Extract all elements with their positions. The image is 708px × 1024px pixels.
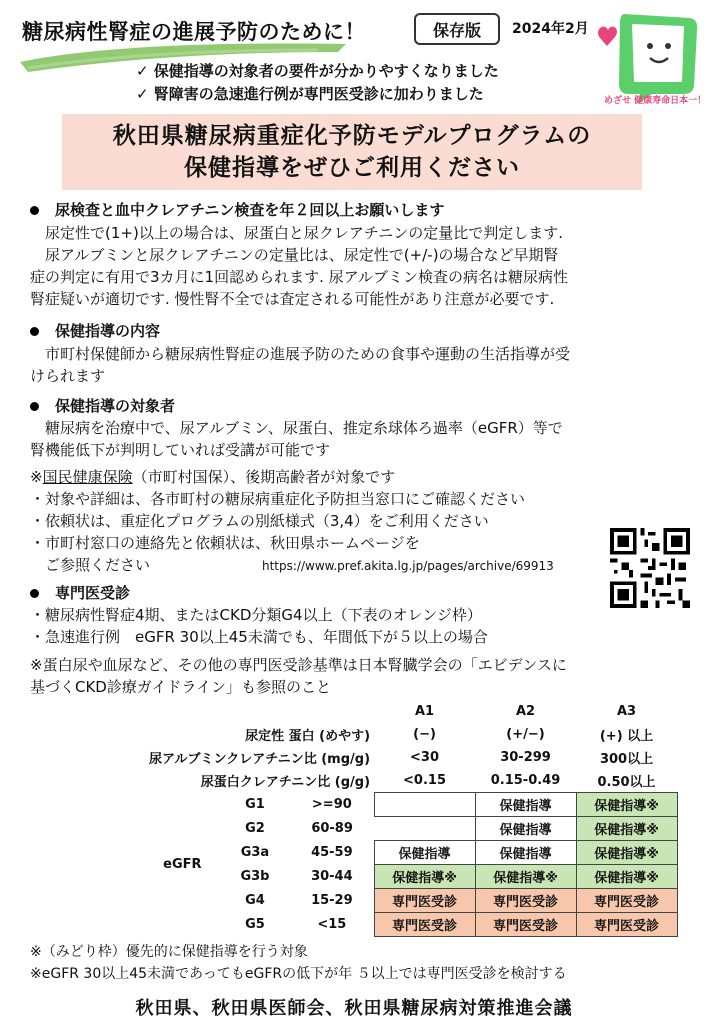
table-row xyxy=(145,746,677,769)
issue-date: 2024年2月 xyxy=(512,21,589,37)
banner-line-2: 保健指導をぜひご利用ください xyxy=(184,155,520,181)
target-bullet: ・依頼状は、重症化プログラムの別紙様式（3,4）をご利用ください xyxy=(30,512,489,530)
table-cell xyxy=(374,793,475,817)
grade-range: 45-59 xyxy=(311,845,353,860)
bullet-icon xyxy=(30,327,39,336)
section-heading-content: 保健指導の内容 xyxy=(30,320,160,341)
grade-range: 30-44 xyxy=(311,869,353,884)
egfr-label: eGFR xyxy=(163,857,202,872)
mascot-caption: めざせ 健康寿命日本一！ xyxy=(604,96,707,106)
section-text-line: 尿アルブミンと尿クレアチニンの定量比は、尿定性で(+/-)の場合など早期腎 xyxy=(30,246,559,264)
grade-range: >=90 xyxy=(311,797,352,812)
page-title: 糖尿病性腎症の進展予防のために！ xyxy=(22,20,366,44)
table-cell: 保健指導 xyxy=(374,841,475,865)
table-cell: 保健指導 xyxy=(475,841,576,865)
table-row xyxy=(145,769,677,793)
grade-range: <15 xyxy=(317,917,347,932)
grade-range: 60-89 xyxy=(311,821,353,836)
grade-range: 15-29 xyxy=(311,893,353,908)
bullet-icon xyxy=(30,402,39,411)
table-cell: 保健指導※ xyxy=(475,865,576,889)
publisher-footer: 秋田県、秋田県医師会、秋田県糖尿病対策推進会議 xyxy=(135,998,573,1019)
target-bullet: ご参照ください xyxy=(30,556,151,574)
table-cell: 30-299 xyxy=(500,750,551,765)
section-text-line: 尿定性で(1+)以上の場合は、尿蛋白と尿クレアチニンの定量比で判定します. xyxy=(30,224,563,242)
bullet-icon xyxy=(30,589,39,598)
table-cell: 保健指導 xyxy=(475,793,576,817)
prefecture-url-link[interactable]: https://www.pref.akita.lg.jp/pages/archive/69913 xyxy=(262,559,554,573)
section-text-line: 腎症疑いが適切です. 慢性腎不全では査定される可能性があり注意が必要です. xyxy=(30,290,555,308)
specialist-bullet: ・糖尿病性腎症4期、またはCKD分類G4以上（下表のオレンジ枠） xyxy=(30,606,482,624)
table-cell: 保健指導※ xyxy=(576,865,677,889)
grade-label: G2 xyxy=(245,821,265,836)
target-bullet: ・対象や詳細は、各市町村の糖尿病重症化予防担当窓口にご確認ください xyxy=(30,490,526,508)
section-heading-target: 保健指導の対象者 xyxy=(30,395,175,416)
table-row xyxy=(145,793,677,817)
grade-label: G5 xyxy=(245,917,265,932)
table-row xyxy=(145,889,677,913)
section-text-line: 症の判定に有用で3カ月に1回認められます. 尿アルブミン検査の病名は糖尿病性 xyxy=(30,268,569,286)
specialist-bullet: ・急速進行例 eGFR 30以上45未満でも、年間低下が５以上の場合 xyxy=(30,628,488,646)
col-header: A1 xyxy=(414,704,435,719)
table-cell: 専門医受診 xyxy=(475,913,576,937)
table-cell: (−) xyxy=(413,727,436,742)
footnote: ※eGFR 30以上45未満であってもeGFRの低下が年 ５以上では専門医受診を検討する xyxy=(30,966,567,982)
table-cell: 0.50以上 xyxy=(597,775,656,790)
table-cell: (+/−) xyxy=(506,727,545,742)
grade-label: G1 xyxy=(245,797,265,812)
row-label: 尿蛋白クレアチニン比 (g/g) xyxy=(200,775,371,791)
table-row xyxy=(145,913,677,937)
col-header: A2 xyxy=(515,704,536,719)
ckd-criteria-table xyxy=(145,700,678,937)
table-header-row xyxy=(145,700,677,723)
table-cell: 保健指導 xyxy=(475,817,576,841)
guideline-note: 基づくCKD診療ガイドライン」も参照のこと xyxy=(30,678,331,696)
col-header: A3 xyxy=(616,704,637,719)
insurance-note: ※国民健康保険（市町村国保）、後期高齢者が対象です xyxy=(30,468,396,486)
keep-badge: 保存版 xyxy=(414,13,500,45)
guideline-note: ※蛋白尿や血尿など、その他の専門医受診基準は日本腎臓学会の「エビデンスに xyxy=(30,656,567,674)
table-cell: 保健指導※ xyxy=(576,817,677,841)
table-cell: 保健指導※ xyxy=(576,793,677,817)
table-cell xyxy=(374,817,475,841)
table-cell: 保健指導※ xyxy=(576,841,677,865)
banner-line-1: 秋田県糖尿病重症化予防モデルプログラムの xyxy=(112,123,592,149)
section-heading-tests: 尿検査と血中クレアチニン検査を年２回以上お願いします xyxy=(30,199,444,220)
footnote: ※（みどり枠）優先的に保健指導を行う対象 xyxy=(30,944,308,960)
table-row xyxy=(145,841,677,865)
table-cell: 300以上 xyxy=(599,752,654,767)
row-label: 尿定性 蛋白 (めやす) xyxy=(245,729,371,744)
table-cell: 専門医受診 xyxy=(576,889,677,913)
row-label: 尿アルブミンクレアチニン比 (mg/g) xyxy=(149,752,371,767)
table-cell: 0.15-0.49 xyxy=(490,773,561,788)
target-bullet: ・市町村窓口の連絡先と依頼状は、秋田県ホームページを xyxy=(30,534,420,552)
section-text-line: けられます xyxy=(30,367,106,385)
table-cell: 保健指導※ xyxy=(374,865,475,889)
table-cell: 専門医受診 xyxy=(475,889,576,913)
table-cell: 専門医受診 xyxy=(374,889,475,913)
section-heading-specialist: 専門医受診 xyxy=(30,582,130,603)
table-row xyxy=(145,865,677,889)
table-cell: 専門医受診 xyxy=(576,913,677,937)
section-text-line: 腎機能低下が判明していれば受講が可能です xyxy=(30,441,331,459)
table-cell: <30 xyxy=(410,750,439,765)
section-text-line: 糖尿病を治療中で、尿アルブミン、尿蛋白、推定糸球体ろ過率（eGFR）等で xyxy=(30,419,563,437)
grade-label: G3a xyxy=(240,845,270,860)
grade-label: G4 xyxy=(245,893,265,908)
table-row xyxy=(145,723,677,746)
update-check-2: ✓ 腎障害の急速進行例が専門医受診に加わりました xyxy=(136,85,484,103)
qr-code-icon[interactable] xyxy=(610,528,690,608)
table-cell: (+) 以上 xyxy=(599,729,654,744)
grade-label: G3b xyxy=(240,869,270,884)
table-cell: <0.15 xyxy=(403,773,446,788)
table-row xyxy=(145,817,677,841)
update-check-1: ✓ 保健指導の対象者の要件が分かりやすくなりました xyxy=(136,62,499,80)
program-banner xyxy=(62,114,642,190)
bullet-icon xyxy=(30,206,39,215)
table-cell: 専門医受診 xyxy=(374,913,475,937)
section-text-line: 市町村保健師から糖尿病性腎症の進展予防のための食事や運動の生活指導が受 xyxy=(30,345,571,363)
